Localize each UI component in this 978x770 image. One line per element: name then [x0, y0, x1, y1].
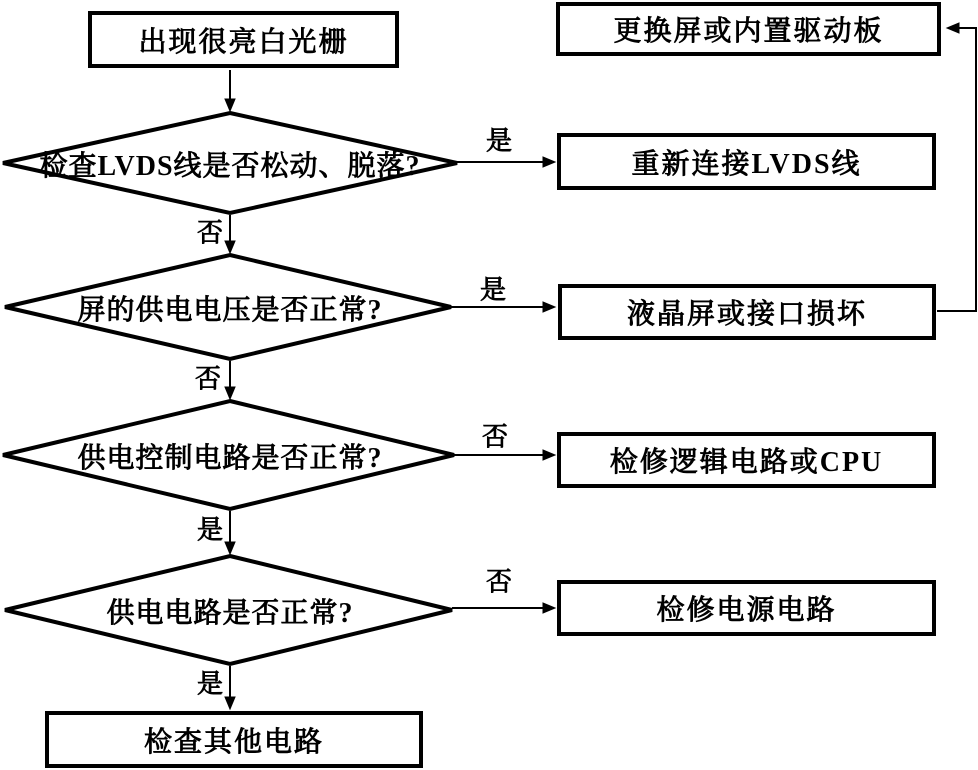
feedback-line-lcd-damaged-to-replace-screen — [937, 28, 976, 311]
branch-label-decision1-side: 是 — [485, 126, 513, 156]
branch-label-decision2-side: 是 — [479, 275, 507, 305]
box-repair-power-supply-circuit: 检修电源电路 — [557, 580, 936, 636]
decision-power-circuit-label: 供电电路是否正常? — [106, 598, 354, 629]
branch-label-decision3-side: 否 — [481, 422, 509, 452]
branch-label-decision1-down: 否 — [196, 218, 224, 248]
branch-label-decision3-down: 是 — [196, 515, 224, 545]
end-box: 检查其他电路 — [45, 711, 423, 768]
decision-lvds-cable-label: 检查LVDS线是否松动、脱落? — [39, 151, 421, 182]
box-reconnect-lvds-cable: 重新连接LVDS线 — [557, 133, 936, 190]
branch-label-decision4-down: 是 — [196, 669, 224, 699]
decision-power-control-circuit-label: 供电控制电路是否正常? — [77, 443, 383, 474]
branch-label-decision2-down: 否 — [194, 364, 222, 394]
box-lcd-or-interface-damaged: 液晶屏或接口损坏 — [558, 284, 936, 340]
box-replace-screen-or-driver-board: 更换屏或内置驱动板 — [556, 2, 941, 56]
box-repair-logic-circuit-or-cpu: 检修逻辑电路或CPU — [557, 432, 936, 488]
start-box: 出现很亮白光栅 — [88, 11, 399, 68]
decision-screen-voltage-label: 屏的供电电压是否正常? — [77, 295, 383, 326]
branch-label-decision4-side: 否 — [485, 567, 513, 597]
